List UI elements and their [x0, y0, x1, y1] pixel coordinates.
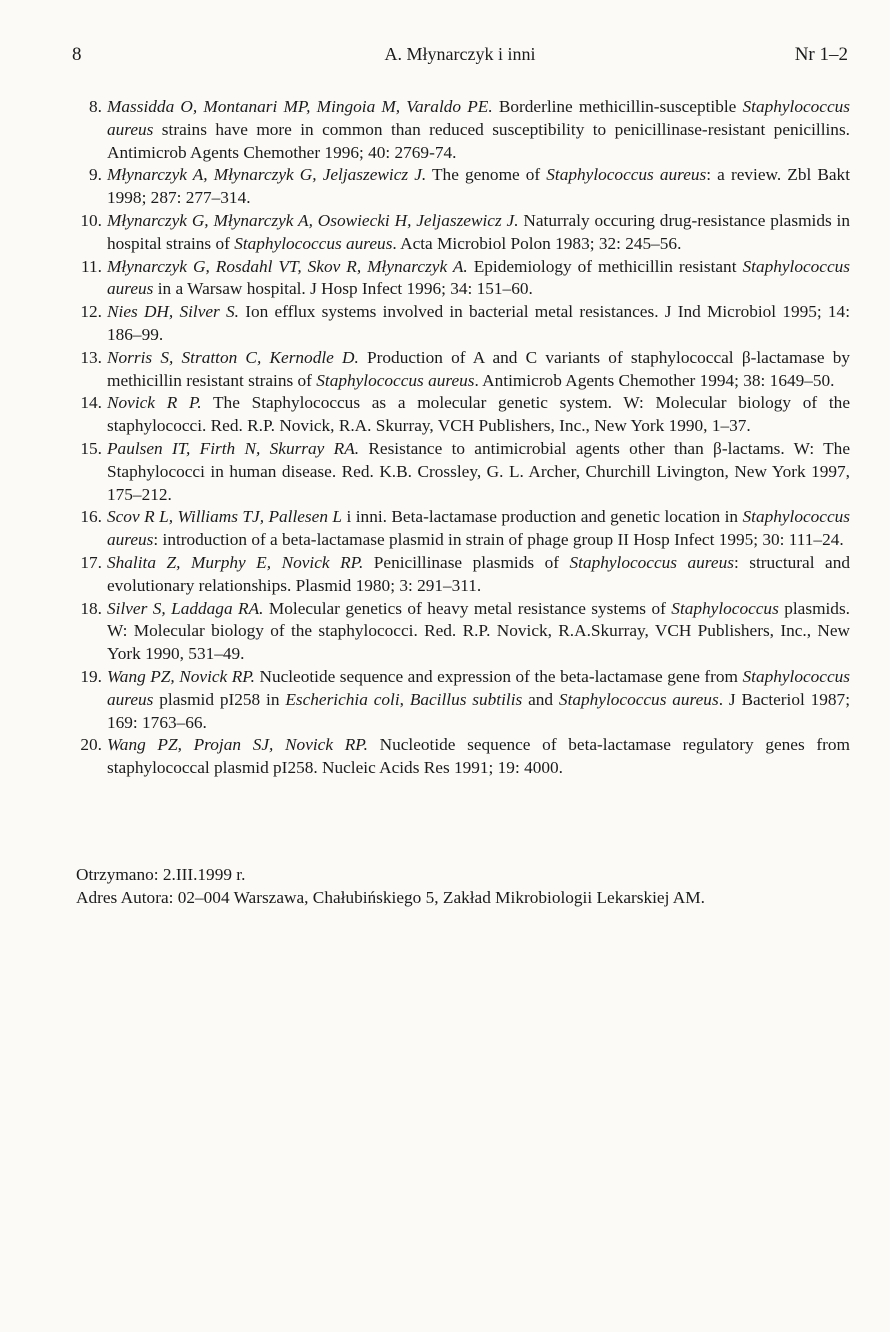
reference-number: 13.	[80, 347, 102, 367]
reference-item: 18. Silver S, Laddaga RA. Molecular genetics of heavy metal resistance systems of Staphylococcus plasmids. W: Molecular biology of the staphylococci. Red. R.P. Novick, R.A.Skurray, VCH Publishers, Inc., New York 1990, 531–49.	[72, 598, 850, 666]
reference-authors: Młynarczyk G, Rosdahl VT, Skov R, Młynarczyk A.	[107, 256, 468, 276]
species-name: Bacillus subtilis	[409, 689, 523, 709]
reference-authors: Novick R P.	[107, 393, 202, 413]
reference-number: 15.	[80, 438, 102, 458]
reference-list	[72, 96, 850, 780]
reference-authors: Paulsen IT, Firth N, Skurray RA.	[107, 438, 360, 458]
species-name: Staphylococcus	[671, 598, 779, 618]
reference-number: 18.	[80, 598, 102, 618]
reference-number: 10.	[80, 210, 102, 230]
reference-authors: Norris S, Stratton C, Kernodle D.	[107, 347, 359, 367]
reference-number: 17.	[80, 552, 102, 572]
running-title: A. Młynarczyk i inni	[384, 44, 536, 64]
species-name: Escherichia coli	[285, 689, 400, 709]
reference-authors: Młynarczyk A, Młynarczyk G, Jeljaszewicz J.	[107, 165, 427, 185]
reference-authors: Wang PZ, Novick RP.	[107, 666, 255, 686]
species-name: Staphylococcus aureus	[107, 97, 850, 139]
species-name: Staphylococcus aureus	[107, 256, 851, 299]
species-name: Staphylococcus aureus	[546, 165, 707, 185]
reference-item: 10. Młynarczyk G, Młynarczyk A, Osowiecki H, Jeljaszewicz J. Naturraly occuring drug-resistance plasmids in hospital strains of Staphylococcus aureus. Acta Microbiol Polon 1983; 32: 245–56.	[72, 210, 850, 256]
reference-authors: Silver S, Laddaga RA.	[107, 598, 264, 618]
page-header	[72, 44, 848, 70]
species-name: Staphylococcus aureus	[107, 507, 850, 550]
reference-number: 12.	[80, 302, 102, 322]
reference-number: 8.	[89, 97, 102, 116]
show-through-text	[100, 820, 850, 1172]
species-name: Staphylococcus aureus	[234, 233, 393, 253]
reference-number: 14.	[80, 393, 102, 413]
reference-authors: Massidda O, Montanari MP, Mingoia M, Varaldo PE.	[107, 97, 493, 116]
reference-number: 9.	[89, 165, 102, 185]
reference-authors: Wang PZ, Projan SJ, Novick RP.	[107, 735, 368, 755]
received-date: Otrzymano: 2.III.1999 r.	[76, 865, 246, 884]
reference-item: 16. Scov R L, Williams TJ, Pallesen L i inni. Beta-lactamase production and genetic location in Staphylococcus aureus: introduction of a beta-lactamase plasmid in strain of phage group II Hosp Infect 1995; 30: 111–24.	[72, 506, 850, 552]
reference-authors: Młynarczyk G, Młynarczyk A, Osowiecki H, Jeljaszewicz J.	[107, 210, 519, 230]
issue-number: Nr 1–2	[794, 44, 848, 65]
reference-item: 15. Paulsen IT, Firth N, Skurray RA. Resistance to antimicrobial agents other than β-lactams. W: The Staphylococci in human disease. Red. K.B. Crossley, G. L. Archer, Churchill Livington, New York 1997, 175–212.	[72, 438, 850, 506]
page-number: 8	[72, 44, 82, 65]
reference-item: 20. Wang PZ, Projan SJ, Novick RP. Nucleotide sequence of beta-lactamase regulatory genes from staphylococcal plasmid pI258. Nucleic Acids Res 1991; 19: 4000.	[72, 734, 850, 780]
reference-item: 17. Shalita Z, Murphy E, Novick RP. Penicillinase plasmids of Staphylococcus aureus: structural and evolutionary relationships. Plasmid 1980; 3: 291–311.	[72, 552, 850, 598]
species-name: Staphylococcus aureus	[316, 370, 475, 390]
reference-item: 14. Novick R P. The Staphylococcus as a molecular genetic system. W: Molecular biology of the staphylococci. Red. R.P. Novick, R.A. Skurray, VCH Publishers, Inc., New York 1990, 1–37.	[72, 392, 850, 438]
reference-item: 13. Norris S, Stratton C, Kernodle D. Production of A and C variants of staphylococcal β-lactamase by methicillin resistant strains of Staphylococcus aureus. Antimicrob Agents Chemother 1994; 38: 1649–50.	[72, 347, 850, 393]
author-address: Adres Autora: 02–004 Warszawa, Chałubińskiego 5, Zakład Mikrobiologii Lekarskiej AM.	[76, 887, 705, 907]
reference-number: 11.	[81, 256, 102, 276]
species-name: Staphylococcus aureus	[569, 552, 734, 572]
species-name: Staphylococcus aureus	[558, 689, 719, 709]
reference-item: 8. Massidda O, Montanari MP, Mingoia M, Varaldo PE. Borderline methicillin-susceptible Staphylococcus aureus strains have more in common than reduced susceptibility to penicillinase-resistant penicillins. Antimicrob Agents Chemother 1996; 40: 2769-74.	[72, 96, 850, 164]
reference-authors: Nies DH, Silver S.	[107, 302, 239, 322]
reference-item: 19. Wang PZ, Novick RP. Nucleotide sequence and expression of the beta-lactamase gene from Staphylococcus aureus plasmid pI258 in Escherichia coli, Bacillus subtilis and Staphylococcus aureus. J Bacteriol 1987; 169: 1763–66.	[72, 666, 850, 734]
reference-number: 20.	[80, 735, 102, 755]
reference-number: 19.	[80, 666, 102, 686]
reference-authors: Scov R L, Williams TJ, Pallesen L	[107, 507, 343, 527]
reference-item: 12. Nies DH, Silver S. Ion efflux systems involved in bacterial metal resistances. J Ind Microbiol 1995; 14: 186–99.	[72, 301, 850, 347]
reference-item: 11. Młynarczyk G, Rosdahl VT, Skov R, Młynarczyk A. Epidemiology of methicillin resistant Staphylococcus aureus in a Warsaw hospital. J Hosp Infect 1996; 34: 151–60.	[72, 256, 850, 302]
reference-number: 16.	[80, 507, 102, 527]
reference-item: 9. Młynarczyk A, Młynarczyk G, Jeljaszewicz J. The genome of Staphylococcus aureus: a review. Zbl Bakt 1998; 287: 277–314.	[72, 164, 850, 210]
reference-authors: Shalita Z, Murphy E, Novick RP.	[107, 552, 364, 572]
species-name: Staphylococcus aureus	[107, 666, 850, 709]
